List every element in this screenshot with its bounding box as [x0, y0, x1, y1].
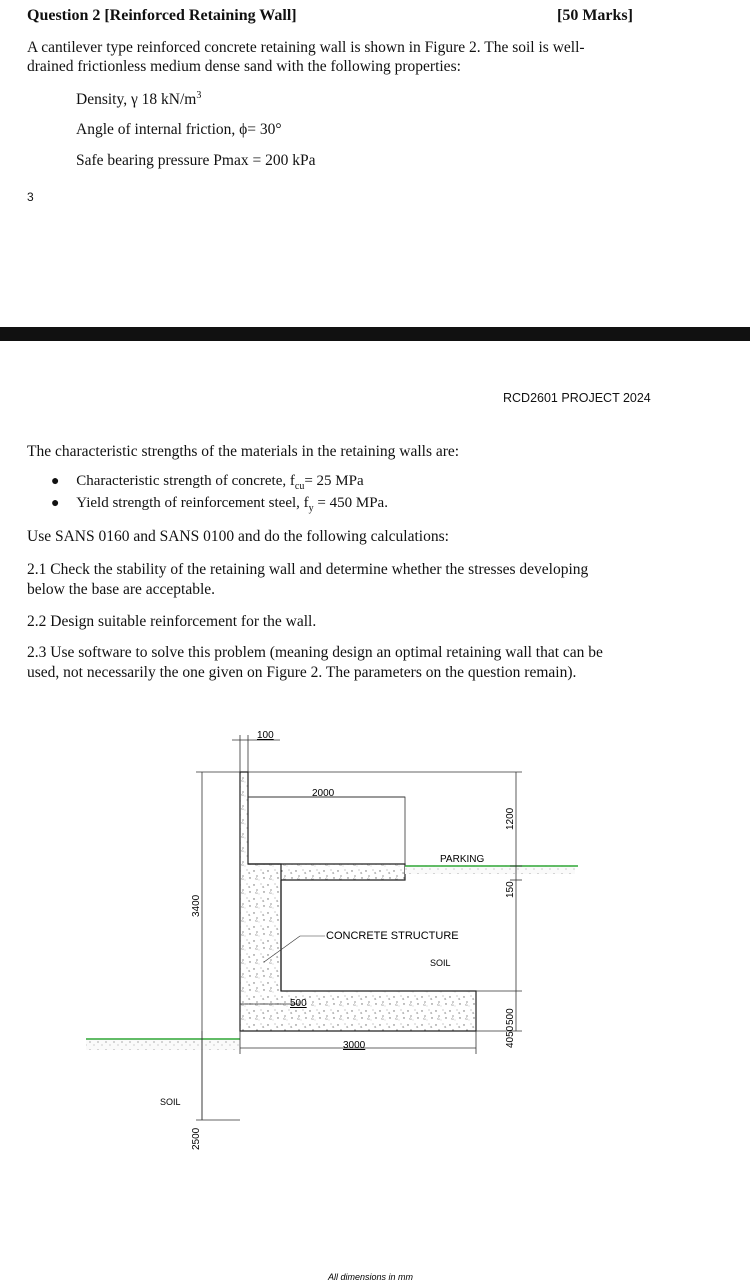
dim-1200: 1200: [505, 807, 516, 830]
bullet-icon: ●: [51, 474, 60, 489]
soil-boundary: [248, 797, 405, 866]
task-2-3-line-2: used, not necessarily the one given on Figure 2. The parameters on the question remain).: [27, 664, 577, 681]
page-divider: [0, 327, 750, 341]
question-marks: [50 Marks]: [557, 7, 633, 24]
label-concrete-structure: CONCRETE STRUCTURE: [326, 930, 459, 942]
materials-intro: The characteristic strengths of the materials in the retaining walls are:: [27, 443, 460, 460]
dim-4050: 4050: [505, 1025, 516, 1048]
retaining-wall-figure: [0, 700, 750, 1286]
task-2-2: 2.2 Design suitable reinforcement for the wall.: [27, 613, 317, 630]
task-2-1-line-1: 2.1 Check the stability of the retaining wall and determine whether the stresses developing: [27, 561, 589, 578]
dim-500-right: 500: [505, 1008, 516, 1025]
density-unit-superscript: 3: [196, 90, 202, 101]
label-soil-left: SOIL: [160, 1097, 181, 1107]
dim-150: 150: [505, 881, 516, 898]
steel-strength-value: = 450 MPa.: [313, 495, 388, 511]
dim-500-stem: 500: [290, 998, 307, 1009]
dim-3400: 3400: [191, 894, 202, 917]
dim-100: 100: [257, 730, 274, 741]
label-dimensions-note: All dimensions in mm: [328, 1272, 414, 1282]
question-title: Question 2 [Reinforced Retaining Wall]: [27, 7, 297, 24]
concrete-strength-value: = 25 MPa: [304, 473, 364, 489]
instructions-use: Use SANS 0160 and SANS 0100 and do the following calculations:: [27, 528, 449, 545]
dim-3000: 3000: [343, 1040, 366, 1051]
label-parking: PARKING: [440, 854, 485, 865]
materials-bullet-concrete: [51, 473, 364, 492]
task-2-3-line-1: 2.3 Use software to solve this problem (meaning design an optimal retaining wall that can be: [27, 644, 603, 661]
bearing-property: Safe bearing pressure Pmax = 200 kPa: [76, 152, 316, 169]
concrete-strength-text: Characteristic strength of concrete, f: [76, 473, 295, 489]
steel-strength-sub: y: [308, 503, 314, 514]
label-soil-right: SOIL: [430, 958, 451, 968]
page-number: 3: [27, 190, 34, 204]
materials-bullet-steel: [51, 495, 388, 514]
density-label: Density, γ 18 kN/m: [76, 91, 197, 109]
task-2-1-line-2: below the base are acceptable.: [27, 581, 216, 598]
project-header: RCD2601 PROJECT 2024: [503, 391, 651, 405]
dim-2500: 2500: [191, 1127, 202, 1150]
intro-line-1: A cantilever type reinforced concrete retaining wall is shown in Figure 2. The soil is well-: [27, 39, 585, 56]
intro-line-2: drained frictionless medium dense sand with the following properties:: [27, 58, 461, 75]
concrete-strength-sub: cu: [294, 481, 305, 492]
bullet-icon: ●: [51, 496, 60, 511]
dim-2000: 2000: [312, 788, 335, 799]
steel-strength-text: Yield strength of reinforcement steel, f: [76, 495, 309, 511]
left-ground: [86, 1038, 240, 1050]
friction-property: Angle of internal friction, ϕ= 30°: [76, 121, 282, 138]
stem-and-base: [240, 772, 476, 1031]
density-property: [76, 90, 201, 109]
